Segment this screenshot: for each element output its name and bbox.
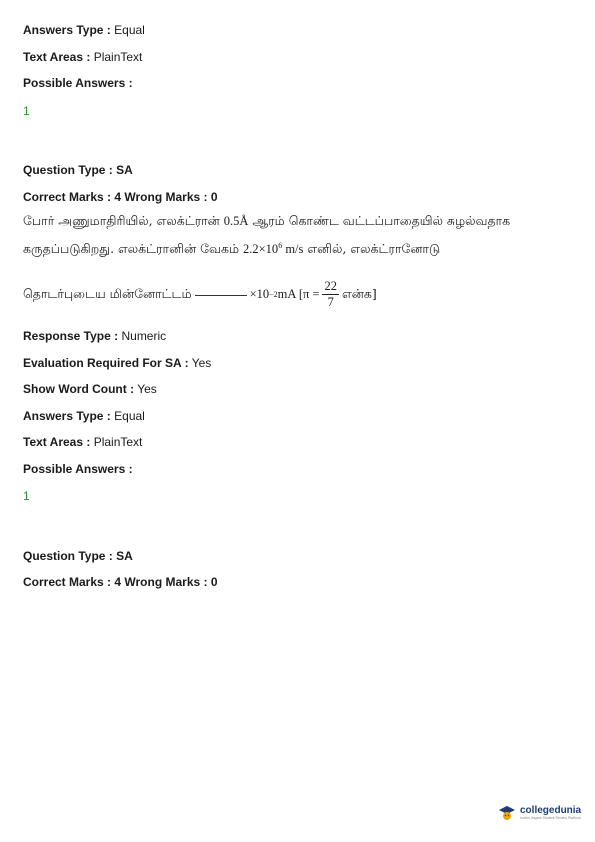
speed-exponent: 6	[278, 240, 283, 250]
pi-fraction	[322, 279, 339, 310]
question-text-line-2	[23, 241, 440, 258]
possible-answers-label: Possible Answers :	[23, 76, 133, 90]
speed-value: 2.2×10	[243, 242, 279, 256]
text-areas-value: PlainText	[90, 50, 143, 64]
question-type-label: Question Type : SA	[23, 163, 133, 177]
question-type-label: Question Type : SA	[23, 549, 133, 563]
answer-blank	[195, 294, 247, 296]
question-text-part: என்க]	[341, 286, 377, 301]
question-marks-label: Correct Marks : 4 Wrong Marks : 0	[23, 190, 218, 204]
graduate-icon	[498, 804, 516, 822]
question-marks	[23, 574, 218, 590]
text-areas-row	[23, 434, 142, 450]
show-word-count-label: Show Word Count :	[23, 382, 135, 396]
question-text-line-1	[23, 213, 510, 230]
answers-type-label: Answers Type :	[23, 23, 111, 37]
possible-answers-row	[23, 461, 133, 477]
multiplier: ×10	[249, 287, 270, 301]
answers-type-label: Answers Type :	[23, 409, 111, 423]
possible-answers-row	[23, 75, 133, 91]
logo-wordmark: collegedunia	[520, 805, 582, 816]
logo-tagline: India's largest Student Review Platform	[520, 816, 581, 820]
fraction-denominator: 7	[327, 295, 334, 309]
response-type-label: Response Type :	[23, 329, 119, 343]
possible-answers-label: Possible Answers :	[23, 462, 133, 476]
question-text-line-3: தொடர்புடைய மின்னோட்டம் ×10 −2 mA [π = $\frac{22}{7}$ என்க]	[23, 279, 377, 309]
answers-type-value: Equal	[110, 23, 145, 37]
evaluation-required-row	[23, 355, 211, 371]
question-marks-label: Correct Marks : 4 Wrong Marks : 0	[23, 575, 218, 589]
possible-answer-value: 1	[23, 104, 30, 118]
question-text-part: கருதப்படுகிறது. எலக்ட்ரானின் வேகம்	[23, 241, 243, 256]
question-text-part: போர் அணுமாதிரியில், எலக்ட்ரான்	[23, 213, 224, 228]
answers-type-row	[23, 22, 145, 38]
speed-unit: m/s	[282, 242, 304, 256]
question-text-part: ஆரம் கொண்ட வட்டப்பாதையில் சுழல்வதாக	[248, 213, 511, 228]
text-areas-label: Text Areas :	[23, 50, 91, 64]
collegedunia-logo	[498, 804, 581, 822]
question-type	[23, 548, 133, 564]
answers-type-value: Equal	[110, 409, 145, 423]
question-type	[23, 162, 133, 178]
radius-value: 0.5Å	[223, 214, 249, 228]
fraction-numerator: 22	[324, 279, 337, 293]
text-areas-value: PlainText	[90, 435, 143, 449]
text-areas-row	[23, 49, 142, 65]
question-text-part: எனில், எலக்ட்ரானோடு	[303, 241, 441, 256]
answers-type-row	[23, 408, 145, 424]
response-type-value: Numeric	[118, 329, 167, 343]
question-text-part: தொடர்புடைய மின்னோட்டம்	[23, 286, 192, 301]
show-word-count-value: Yes	[134, 382, 157, 396]
possible-answer-value: 1	[23, 489, 30, 503]
response-type-row	[23, 328, 166, 344]
evaluation-required-label: Evaluation Required For SA :	[23, 356, 189, 370]
text-areas-label: Text Areas :	[23, 435, 91, 449]
evaluation-required-value: Yes	[188, 356, 212, 370]
show-word-count-row	[23, 381, 157, 397]
current-unit: mA [π =	[277, 287, 320, 301]
question-marks	[23, 189, 218, 205]
